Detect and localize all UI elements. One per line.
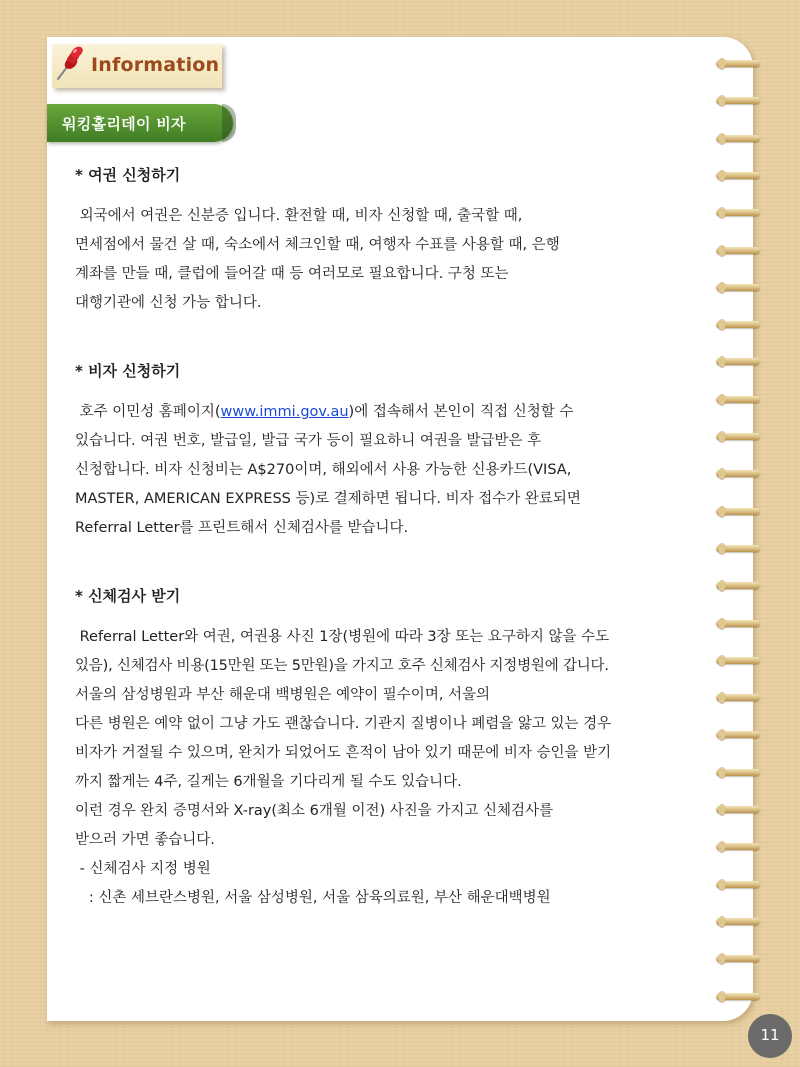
body-line: 대행기관에 신청 가능 합니다. <box>75 295 262 311</box>
body-line: 있습니다. 여권 번호, 발급일, 발급 국가 등이 필요하니 여권을 발급받은 후 <box>75 433 542 449</box>
section-heading-passport: * 여권 신청하기 <box>75 166 181 184</box>
section-heading-medical: * 신체검사 받기 <box>75 587 181 605</box>
body-line: 다른 병원은 예약 없이 그냥 가도 괜찮습니다. 기관지 질병이나 폐렴을 앓고 있는 경우 <box>75 716 612 732</box>
notebook-ring <box>716 620 760 627</box>
notebook-ring <box>716 508 760 515</box>
notebook-ring <box>716 582 760 589</box>
notebook-ring <box>716 993 760 1000</box>
notebook-ring <box>716 843 760 850</box>
notebook-ring <box>716 806 760 813</box>
body-line: 면세점에서 물건 살 때, 숙소에서 체크인할 때, 여행자 수표를 사용할 때, 은행 <box>75 237 560 253</box>
notebook-ring <box>716 769 760 776</box>
body-line: 까지 짧게는 4주, 길게는 6개월을 기다리게 될 수도 있습니다. <box>75 774 462 790</box>
notebook-ring <box>716 433 760 440</box>
notebook-ring <box>716 135 760 142</box>
notebook-ring <box>716 955 760 962</box>
section-heading-visa: * 비자 신청하기 <box>75 362 181 380</box>
body-line: Referral Letter를 프린트해서 신체검사를 받습니다. <box>75 520 409 536</box>
notebook-ring <box>716 247 760 254</box>
notebook-ring <box>716 694 760 701</box>
category-label: 워킹홀리데이 비자 <box>62 115 186 133</box>
notebook-ring <box>716 321 760 328</box>
notebook-ring <box>716 731 760 738</box>
notebook-rings <box>716 60 766 1000</box>
body-line: 받으러 가면 좋습니다. <box>75 832 215 848</box>
pushpin-icon <box>52 46 86 82</box>
body-line: 계좌를 만들 때, 클럽에 들어갈 때 등 여러모로 필요합니다. 구청 또는 <box>75 266 509 282</box>
notebook-ring <box>716 97 760 104</box>
body-line: 비자가 거절될 수 있으며, 완치가 되었어도 흔적이 남아 있기 때문에 비자 승인을 받기 <box>75 745 612 761</box>
page-number: 11 <box>760 1026 780 1044</box>
notebook-ring <box>716 657 760 664</box>
notebook-ring <box>716 396 760 403</box>
notebook-ring <box>716 209 760 216</box>
notebook-ring <box>716 284 760 291</box>
page-title: Information <box>91 54 220 76</box>
immi-website-link[interactable]: www.immi.gov.au <box>220 404 349 420</box>
notebook-ring <box>716 918 760 925</box>
body-line: 서울의 삼성병원과 부산 해운대 백병원은 예약이 필수이며, 서울의 <box>75 687 491 703</box>
body-line: - 신체검사 지정 병원 <box>75 861 211 877</box>
body-text: 호주 이민성 홈페이지( <box>75 404 221 420</box>
section-body-medical <box>75 623 675 913</box>
body-line: 있음), 신체검사 비용(15만원 또는 5만원)을 가지고 호주 신체검사 지정병원에 갑니다. <box>75 658 609 674</box>
body-line: 외국에서 여권은 신분증 입니다. 환전할 때, 비자 신청할 때, 출국할 때, <box>75 208 523 224</box>
notebook-ring <box>716 60 760 67</box>
body-line: 이런 경우 완치 증명서와 X-ray(최소 6개월 이전) 사진을 가지고 신체검사를 <box>75 803 554 819</box>
notebook-ring <box>716 470 760 477</box>
notebook-ring <box>716 881 760 888</box>
notebook-ring <box>716 358 760 365</box>
section-body-passport <box>75 202 675 318</box>
notebook-ring <box>716 172 760 179</box>
body-line: 신청합니다. 비자 신청비는 A$270이며, 해외에서 사용 가능한 신용카드(VISA, <box>75 462 572 478</box>
body-line: MASTER, AMERICAN EXPRESS 등)로 결제하면 됩니다. 비자 접수가 완료되면 <box>75 491 581 507</box>
body-line: Referral Letter와 여권, 여권용 사진 1장(병원에 따라 3장 또는 요구하지 않을 수도 <box>75 629 610 645</box>
notebook-ring <box>716 545 760 552</box>
body-text: )에 접속해서 본인이 직접 신청할 수 <box>348 404 574 420</box>
section-body-visa <box>75 398 675 543</box>
body-line: : 신촌 세브란스병원, 서울 삼성병원, 서울 삼육의료원, 부산 해운대백병원 <box>75 890 551 906</box>
body-line <box>75 398 675 427</box>
